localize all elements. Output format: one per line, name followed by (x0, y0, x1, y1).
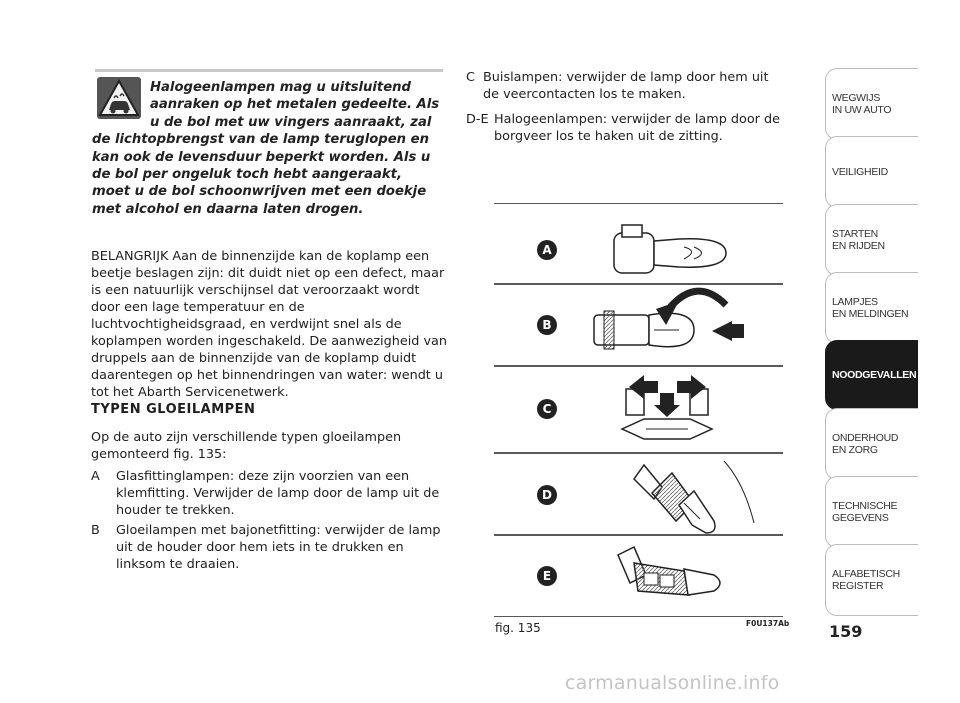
panel-label-a: A (542, 243, 552, 257)
tab-lampjes[interactable]: LAMPJES EN MELDINGEN (825, 272, 918, 344)
warning-text: Halogeenlampen mag u uitsluitend aanraken op het metalen gedeelte. Als u de bol met uw vingers aanraakt, zal de lichtopbrengst van de lamp teruglopen en kan ook de levensduur beperkt worden. Als u de bol per ongeluk toch hebt aangeraakt, moet u de bol schoonwrijven met een doekje met alcohol en daarna laten drogen. (92, 80, 440, 217)
page-number: 159 (829, 622, 863, 641)
list-item-b (91, 522, 451, 573)
list-item-c (466, 69, 786, 103)
bulb-a-wedge-icon (614, 225, 726, 273)
bulb-d-halogen-icon (634, 461, 754, 533)
important-paragraph: BELANGRIJK Aan de binnenzijde kan de koplamp een beetje beslagen zijn: dit duidt niet op een defect, maar is een natuurlijk verschijnsel dat veroorzaakt wordt door een lage temperatuur en de luchtvochtigheidsgraad, en verdwijnt snel als de koplampen worden ingeschakeld. De aanwezigheid van druppels aan de binnenzijde van de koplamp duidt daarentegen op het binnendringen van water: wendt u tot het Abarth Servicenetwerk. (91, 249, 447, 400)
list-item-label: A (91, 469, 100, 484)
tab-wegwijs[interactable]: WEGWIJS IN UW AUTO (825, 68, 918, 140)
list-item-label: B (91, 523, 100, 538)
section-intro: Op de auto zijn verschillende typen gloeilampen gemonteerd fig. 135: (91, 430, 402, 462)
warning-divider (95, 69, 443, 72)
list-item-text: Buislampen: verwijder de lamp door hem uit de veercontacten los te maken. (483, 70, 769, 102)
tab-onderhoud[interactable]: ONDERHOUD EN ZORG (825, 408, 918, 480)
tab-alfabetisch[interactable]: ALFABETISCH REGISTER (825, 544, 918, 616)
panel-label-e: E (542, 569, 552, 583)
list-item-a (91, 468, 451, 519)
bulb-c-festoon-icon (622, 375, 712, 439)
list-item-text: Glasfittinglampen: deze zijn voorzien van een klemfitting. Verwijder de lamp door de lamp uit de houder te trekken. (116, 469, 440, 518)
list-item-text: Halogeenlampen: verwijder de lamp door de borgveer los te haken uit de zitting. (494, 112, 781, 144)
panel-label-c: C (542, 402, 552, 416)
tab-veiligheid[interactable]: VEILIGHEID (825, 136, 918, 208)
list-item-text: Gloeilampen met bajonetfitting: verwijder de lamp uit de houder door hem iets in te drukken en linksom te draaien. (116, 523, 441, 572)
figure-caption: fig. 135 (495, 621, 541, 635)
list-item-label: C (466, 70, 475, 85)
list-item-label: D-E (466, 112, 489, 127)
tab-starten[interactable]: STARTEN EN RIJDEN (825, 204, 918, 276)
tab-technische[interactable]: TECHNISCHE GEGEVENS (825, 476, 918, 548)
section-heading: TYPEN GLOEILAMPEN (91, 402, 256, 417)
bulb-types-figure (494, 203, 783, 617)
figure-code: F0U137Ab (746, 619, 790, 628)
bulb-e-halogen-icon (618, 547, 720, 595)
tab-noodgevallen[interactable]: NOODGEVALLEN (825, 340, 918, 410)
bulb-b-bayonet-icon (594, 291, 744, 349)
list-item-de (466, 111, 786, 145)
watermark: carmanualsonline.info (565, 672, 780, 694)
panel-label-b: B (542, 318, 552, 332)
panel-label-d: D (542, 488, 552, 502)
